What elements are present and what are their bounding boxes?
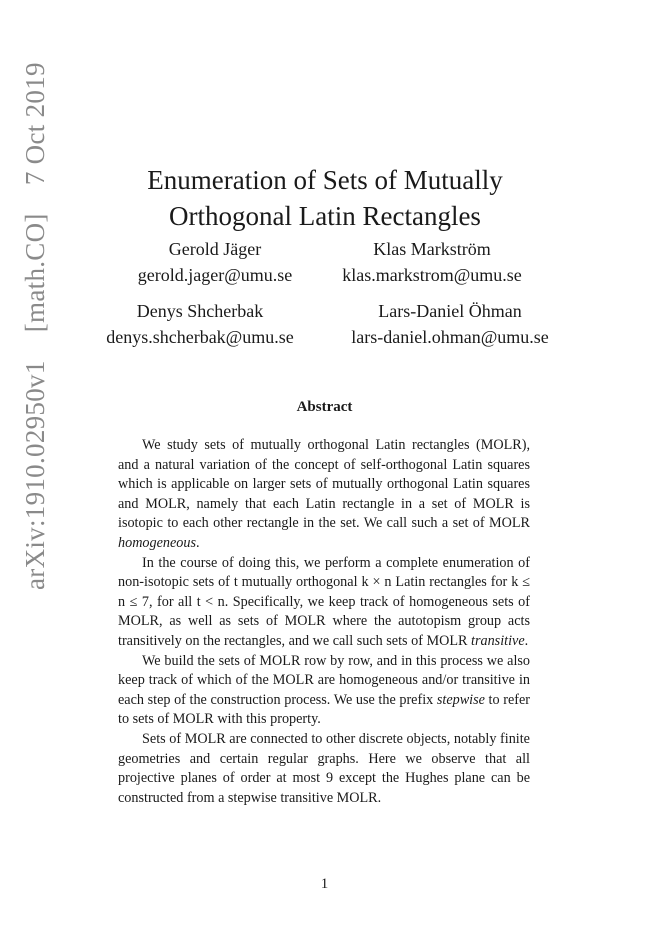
- arxiv-category: [math.CO]: [20, 213, 50, 333]
- author-email: denys.shcherbak@umu.se: [106, 327, 294, 347]
- author-block: [328, 298, 572, 350]
- abstract-body: [118, 436, 530, 808]
- arxiv-identifier-stamp: [20, 62, 51, 590]
- page-number: 1: [320, 876, 329, 892]
- abstract-paragraph: We build the sets of MOLR row by row, and in this process we also keep track of which of the MOLR are homogeneous and/or transitive in each step of the construction process. We use the prefix stepwise to refer to sets of MOLR with this property.: [118, 652, 530, 728]
- author-email: gerold.jager@umu.se: [137, 265, 293, 285]
- author-block: [86, 298, 314, 350]
- title-line-1: Enumeration of Sets of Mutually: [147, 165, 503, 196]
- author-email: lars-daniel.ohman@umu.se: [351, 327, 549, 347]
- author-block: [322, 236, 542, 288]
- arxiv-date: 7 Oct 2019: [20, 62, 50, 186]
- author-email: klas.markstrom@umu.se: [342, 265, 522, 285]
- arxiv-id: arXiv:1910.02950v1: [20, 360, 50, 590]
- paper-title: [60, 162, 590, 234]
- abstract-paragraph: In the course of doing this, we perform a complete enumeration of non-isotopic sets of t mutually orthogonal k × n Latin rectangles for k ≤ n ≤ 7, for all t < n. Specifically, we keep track of homogeneous sets of MOLR, as well as sets of MOLR where the autotopism group acts transitively on the rectangles, and we call such sets of MOLR transitive.: [118, 554, 530, 649]
- author-name: Gerold Jäger: [168, 239, 262, 259]
- title-line-2: Orthogonal Latin Rectangles: [169, 201, 481, 232]
- abstract-paragraph: Sets of MOLR are connected to other discrete objects, notably finite geometries and certain regular graphs. Here we observe that all projective planes of order at most 9 except the Hughes plane can be constructed from a stepwise transitive MOLR.: [118, 730, 530, 806]
- author-block: [116, 236, 314, 288]
- abstract-paragraph: We study sets of mutually orthogonal Latin rectangles (MOLR), and a natural variation of the concept of self-orthogonal Latin squares which is applicable on larger sets of mutually orthogonal Latin squares and MOLR, namely that each Latin rectangle in a set of MOLR is isotopic to each other rectangle in the set. We call such a set of MOLR homogeneous.: [118, 437, 530, 551]
- author-name: Klas Markström: [373, 239, 491, 259]
- abstract-heading: Abstract: [296, 399, 353, 415]
- author-name: Lars-Daniel Öhman: [378, 301, 522, 321]
- author-name: Denys Shcherbak: [136, 301, 264, 321]
